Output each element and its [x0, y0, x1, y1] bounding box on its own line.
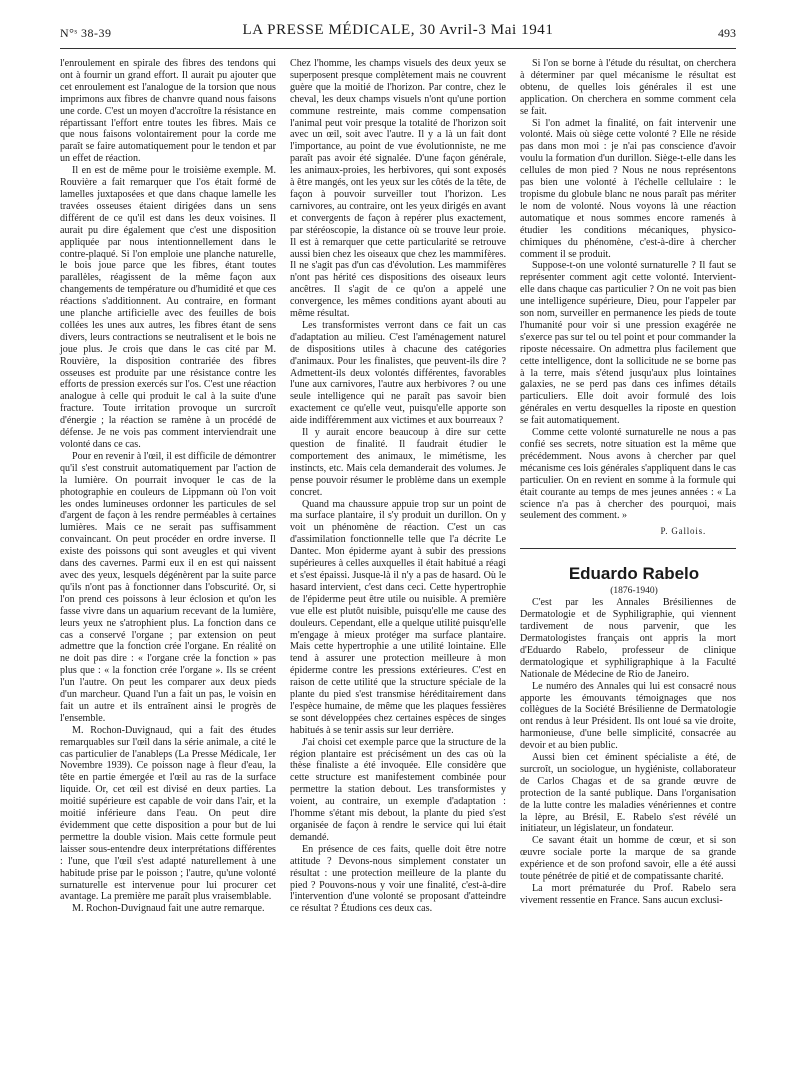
paragraph: Si l'on admet la finalité, on fait intervenir une volonté. Mais où siège cette volonté ? Elle ne réside pas dans mon moi : je n'ai pas conscience d'avoir voulu la formation d'un durillon. Siège-t-elle dans les cellules de mon pied ? Nous ne nous représentons pas bien une volonté à l'échelle cellulaire : le tropisme du globule blanc ne nous paraît pas mériter le nom de volonté. Nous voyons là une réaction automatique et nous sommes encore ramenés à étudier les conditions mécaniques, physico-chimiques du phénomène, c'est-à-dire à chercher comment il se produit.: [520, 117, 736, 260]
author-signature: P. Gallois.: [660, 526, 706, 537]
paragraph: Ce savant était un homme de cœur, et si son œuvre sociale porte la marque de sa grande expérience et de son profond savoir, elle a été aussi toute pénétrée de pitié et de compatissante charité.: [520, 835, 736, 883]
issue-number: N°ˢ 38-39: [60, 26, 112, 40]
paragraph: Comme cette volonté surnaturelle ne nous a pas confié ses secrets, notre situation est la même que précédemment. Nous avons à chercher par quel mécanisme ces lois générales s'appliquent dans le cas particulier. On en revient en somme à la formule qui était courante au temps de mes jeunes années : « La science n'a pas à chercher des pourquoi, mais seulement des comment. »: [520, 427, 736, 522]
header-rule: [60, 48, 736, 49]
paragraph: Les transformistes verront dans ce fait un cas d'adaptation au milieu. C'est l'aménagement naturel de dispositions utiles à chacune des catégories d'animaux. Pour les finalistes, que peuvent-ils dire ? Admettent-ils deux volontés différentes, favorables l'une aux carnivores, l'autre aux herbivores ? ou une seule intelligence qui ne paraît pas savoir bien exactement ce qu'elle veut, puisqu'elle apporte son aide indifféremment aux victimes et aux bourreaux ?: [290, 319, 506, 427]
paragraph: En présence de ces faits, quelle doit être notre attitude ? Devons-nous simplement constater un résultat : une protection meilleure de la plante du pied ? Pouvons-nous y voir une finalité, c'est-à-dire l'intervention d'une volonté se proposant d'atteindre ce résultat ? Étudions ces deux cas.: [290, 843, 506, 915]
column-right: [520, 58, 736, 907]
paragraph: M. Rochon-Duvignaud fait une autre remarque.: [72, 903, 265, 915]
paragraph: Quand ma chaussure appuie trop sur un point de ma surface plantaire, il s'y produit un durillon. On y voit un phénomène de réaction. C'est un cas d'assimilation fonctionnelle telle que l'a décrite Le Dantec. Mon épiderme ayant à subir des pressions supérieures à celles auxquelles il était habitué a réagi et s'est épaissi. Jusque-là il n'y a pas de hasard. Où le hasard intervient, c'est dans ceci. Cette hypertrophie de l'épiderme peut être utile ou nuisible. A première vue elle est plutôt nuisible, puisqu'elle me cause des douleurs. Cependant, elle a quelque utilité puisqu'elle m'engage à mieux protéger ma surface plantaire. Mais cette hypertrophie a une utilité lointaine. Elle tend à assurer une protection meilleure à mon épiderme contre les pressions extérieures. C'est en raison de cette utilité que la structure spéciale de la plante du pied s'est transmise héréditairement dans l'espèce humaine, de même que les plaques fessières se sont développées chez certaines espèces de singes habitués à se tenir assis sur leur derrière.: [290, 498, 506, 736]
paragraph: C'est par les Annales Brésiliennes de Dermatologie et de Syphiligraphie, qui viennent tardivement de nous parvenir, que les Dermatologistes français ont appris la mort d'Eduardo Rabelo, professeur de clinique dermatologique et syphiligraphique à la Faculté Nationale de Médecine de Rio de Janeiro.: [520, 597, 736, 680]
paragraph: Pour en revenir à l'œil, il est difficile de démontrer qu'il s'est construit automatiquement par l'action de la lumière. On pourrait invoquer le cas de la photographie en couleurs de Lippmann où l'on voit les ondes lumineuses ordonner les particules de sel d'argent de façon à les rendre perméables à certaines lumières. Mais ce ne serait pas suffisamment convaincant. On peut procéder en ordre inverse. Il existe des poissons qui sont aveugles et qui vivent dans des cavernes. Parmi eux il en est qui naissent avec des yeux, lesquels dégénèrent par la suite parce qu'ils n'ont pas à fonctionner dans l'obscurité. Or, si l'on prend ces poissons à leur éclosion et qu'on les fasse vivre dans un aquarium recevant de la lumière, leurs yeux ne s'atrophient plus. La fonction dans ce cas a conservé l'organe ; par extension on peut admettre que la fonction crée l'organe. En réalité on ne doit pas dire : « l'organe crée la fonction » pas plus que : « la fonction crée l'organe ». Ils se créent l'un l'autre. On peut les comparer aux deux pieds d'un marcheur. Quand l'un a fait un pas, le voisin en fait un autre et ils entraînent ainsi le progrès de l'ensemble.: [60, 450, 277, 724]
paragraph: l'enroulement en spirale des fibres des tendons qui ont à fournir un grand effort. Il aurait pu ajouter que cet enroulement est l'analogue de la torsion que nous imprimons aux fibres de chanvre quand nous faisons une corde. C'est un moyen d'accroître la résistance en répartissant l'effort entre toutes les fibres. Mais ce que nous faisons volontairement pour la corde me paraît se faire automatiquement pour le tendon et par un effet de réaction.: [60, 58, 276, 165]
paragraph: Il en est de même pour le troisième exemple. M. Rouvière a fait remarquer que l'os était formé de lamelles juxtaposées et que dans chaque lamelle les travées osseuses étaient dirigées dans un sens différent de ce qu'il est dans les deux voisines. Il aurait pu dire également que c'est une disposition appliquée par nous intentionnellement dans le contre-plaqué. Si l'on emploie une planche naturelle, le bois joue parce que les fibres, étant toutes parallèles, réagissent de la même façon aux changements de température ou d'humidité et que ces réactions s'additionnent. Au contraire, en formant une planche artificielle avec des feuilles de bois collées les unes aux autres, les fibres étant de sens divers, leurs contractions se neutralisent et le bois ne joue plus. Je crois que dans le cas cité par M. Rouvière, la disposition contrariée des fibres osseuses est produite par une résistance contre les efforts de pression exercés sur l'os. C'est une réaction analogue à celle qui produit le cal à la suite d'une fracture. Toute irritation provoque un surcroît d'énergie ; la réaction se ramène à un procédé de défense. Je ne vois pas comment interviendrait une volonté dans ce cas.: [60, 165, 276, 450]
page-number: 493: [718, 26, 736, 40]
article-separator: [520, 548, 736, 549]
paragraph: Il y aurait encore beaucoup à dire sur cette question de finalité. Il faudrait étudier le comportement des animaux, le mimétisme, les instincts, etc. Mais cela demanderait des volumes. Je pense pouvoir résumer le problème dans un exemple concret.: [290, 427, 506, 498]
page-header: [60, 22, 736, 44]
paragraph: La mort prématurée du Prof. Rabelo sera vivement ressentie en France. Sans aucun exclusi-: [520, 883, 736, 906]
paragraph: Suppose-t-on une volonté surnaturelle ? Il faut se représenter comment agit cette volonté. Intervient-elle dans chaque cas particulier ? On ne voit pas bien une intelligence supérieure, Dieu, pour l'appeler par son nom, surveiller en permanence les pieds de toute l'humanité pour voir si une pression exagérée ne s'exerce pas sur tel ou tel point et pour commander la riposte nécessaire. On admettra plus facilement que cette intelligence, dont la sollicitude ne se borne pas à la terre, mais s'étend jusqu'aux plus lointaines galaxies, ne se perd pas dans ces infimes détails particuliers. Elle doit avoir formulé des lois générales en vertu desquelles la riposte en question se fait automatiquement.: [520, 260, 736, 427]
paragraph: Si l'on se borne à l'étude du résultat, on cherchera à déterminer par quel mécanisme le résultat est obtenu, de quelles lois générales il est une application. On cherchera en somme comment cela se fait.: [520, 58, 736, 117]
paragraph: Le numéro des Annales qui lui est consacré nous apporte les émouvants témoignages que nos collègues de la Société Brésilienne de Dermatologie ont rendus à leur Président. Ils ont loué sa vie droite, harmonieuse, d'une belle simplicité, consacrée au devoir et au bien public.: [520, 680, 736, 752]
paragraph: M. Rochon-Duvignaud, qui a fait des études remarquables sur l'œil dans la série animale, a cité le cas particulier de l'anableps (La Presse Médicale, 1er Novembre 1939). Ce poisson nage à fleur d'eau, la tête en partie émergée et l'œil au ras de la surface liquide. Or, cet œil est divisé en deux parties. La moitié supérieure est capable de voir dans l'air, et la moitié inférieure dans l'eau. On peut dire évidemment que cette disposition a pour but de lui permettre la double vision. Mais cette formule peut laisser sous-entendre deux interprétations différentes : l'une, que l'œil s'est adapté naturellement à une habitude prise par le poisson ; l'autre, qu'une volonté surnaturelle est intervenue pour lui procurer cet avantage. La première me paraît plus vraisemblable.: [60, 724, 276, 903]
journal-title: LA PRESSE MÉDICALE, 30 Avril-3 Mai 1941: [242, 22, 554, 38]
obituary-title: Eduardo Rabelo: [568, 564, 700, 584]
obituary-dates: (1876-1940): [610, 586, 658, 597]
paragraph: Chez l'homme, les champs visuels des deux yeux se superposent presque complètement mais ne couvrent guère que la moitié de l'horizon. Par contre, chez le cheval, les deux champs visuels n'ont qu'une portion commune restreinte, mais comme compensation l'animal peut voir presque la totalité de l'horizon soit avec un œil, soit avec l'autre. Il y a là un fait dont l'importance, au point de vue évolutionniste, ne me paraît pas avoir été signalée. D'une façon générale, les animaux-proies, les herbivores, qui sont exposés à être mangés, ont les yeux sur les côtés de la tête, de façon à pouvoir surveiller tout l'horizon. Les carnivores, au contraire, ont les yeux dirigés en avant et convergents de façon à repérer plus exactement, par stéréoscopie, la distance où se trouve leur proie. Il est à remarquer que cette particularité se retrouve aussi bien chez les oiseaux que chez les mammifères. Il ne s'agit pas d'un cas d'évolution. Les mammifères n'ont pas hérité ces dispositions des oiseaux leurs ancêtres. Il s'agit de ce qu'on a appelé une convergence, les mêmes conditions ayant abouti au même résultat.: [290, 58, 506, 320]
column-middle: [290, 58, 506, 915]
paragraph: Aussi bien cet éminent spécialiste a été, de surcroît, un sociologue, un hygiéniste, collaborateur de Carlos Chagas et de sa grande œuvre de protection de la santé publique. Dans l'organisation de la lutte contre les maladies vénériennes et contre la lèpre, au Brésil, E. Rabelo s'est révélé un initiateur, un législateur, un fondateur.: [520, 752, 736, 835]
paragraph: J'ai choisi cet exemple parce que la structure de la région plantaire est précisément un des cas où la thèse finaliste a été invoquée. Elle considère que cette structure est manifestement combinée pour permettre la station debout. Les transformistes y voient, au contraire, un exemple d'adaptation : l'homme s'étant mis debout, la plante du pied s'est organisée de façon à rendre le service qui lui était demandé.: [290, 736, 506, 843]
column-left: [60, 58, 276, 915]
